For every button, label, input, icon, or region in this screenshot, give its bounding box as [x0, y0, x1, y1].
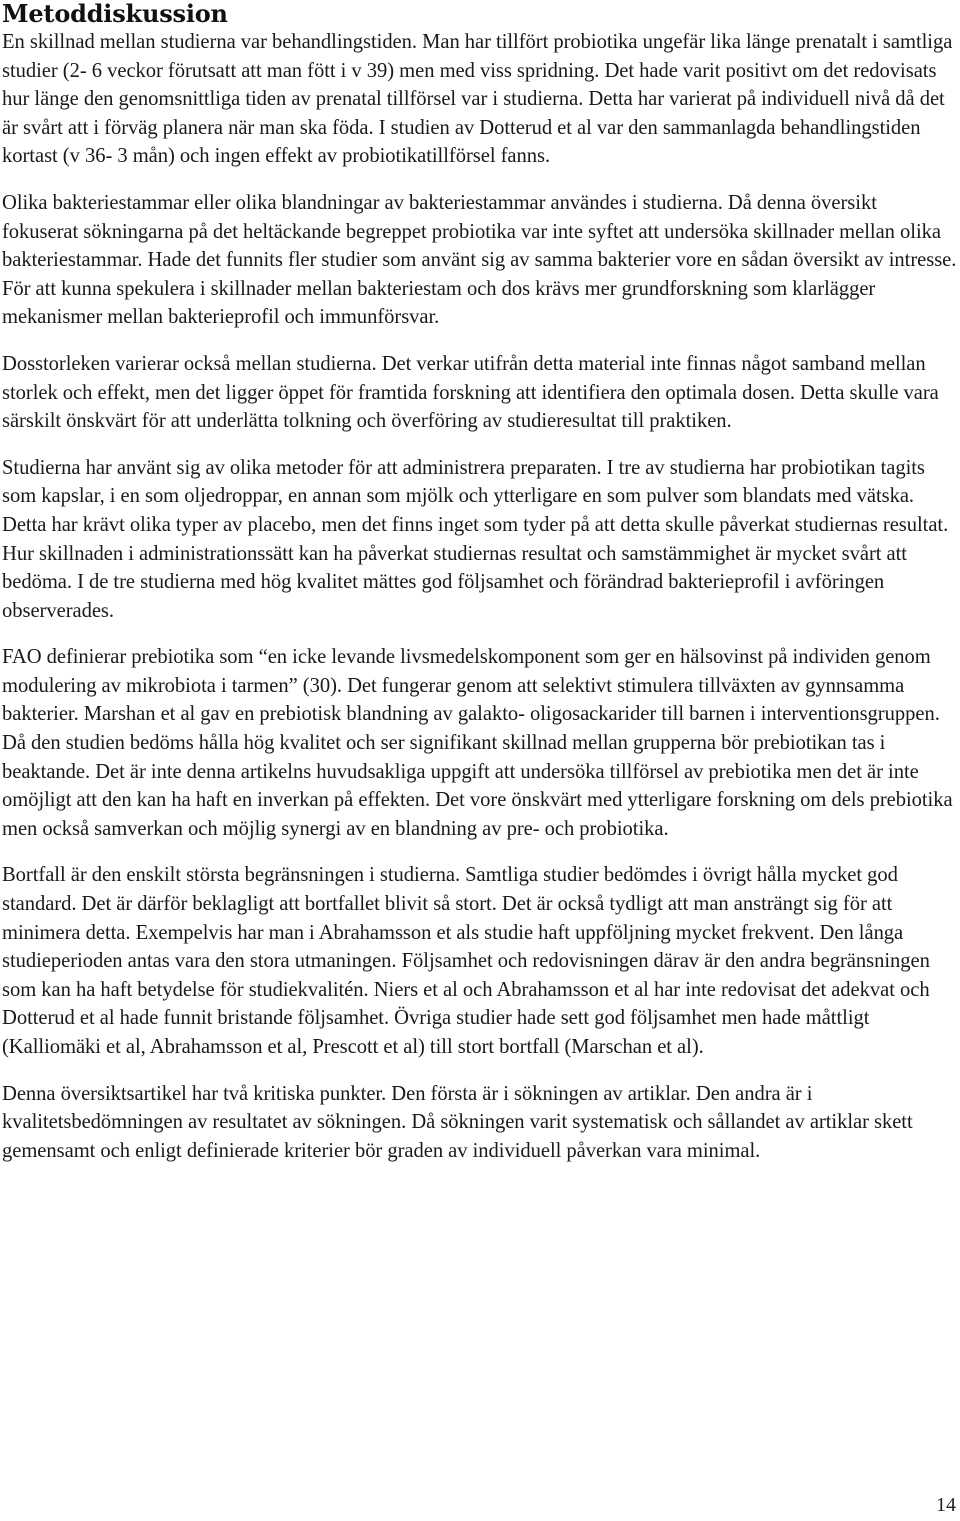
page-number: 14 — [936, 1494, 956, 1516]
paragraph-dose-size: Dosstorleken varierar också mellan studierna. Det verkar utifrån detta material inte finnas något samband mellan storlek och effekt, men det ligger öppet för framtida forskning att identifiera den optimala dosen. Detta skulle vara särskilt önskvärt för att underlätta tolkning och överföring av studieresultat till praktiken. — [2, 352, 939, 433]
paragraph-prebiotics: FAO definierar prebiotika som “en icke levande livsmedelskomponent som ger en hälsovinst på individen genom modulering av mikrobiota i tarmen” (30). Det fungerar genom att selektivt stimulera tillväxten av gynnsamma bakterier. Marshan et al gav en prebiotisk blandning av galakto- oligosackarider till barnen i interventionsgruppen. Då den studien bedöms hålla hög kvalitet och ser signifikant skillnad mellan grupperna bör prebiotikan tas i beaktande. Det är inte denna artikelns huvudsakliga uppgift att undersöka tillförsel av prebiotika men det är inte omöjligt att den kan ha haft en inverkan på effekten. Det vore önskvärt med ytterligare forskning om dels prebiotika men också samverkan och möjlig synergi av en blandning av pre- och probiotika. — [2, 646, 953, 840]
paragraph-bacterial-strains: Olika bakteriestammar eller olika blandningar av bakteriestammar användes i studierna. Då denna översikt fokuserat sökningarna på det heltäckande begreppet probiotika var inte syftet att undersöka skillnader mellan olika bakteriestammar. Hade det funnits fler studier som använt sig av samma bakterier vore en sådan översikt av intresse. För att kunna spekulera i skillnader mellan bakteriestam och dos krävs mer grundforskning som klarlägger mekanismer mellan bakterieprofil och immunförsvar. — [2, 191, 957, 329]
paragraph-dropout: Bortfall är den enskilt största begränsningen i studierna. Samtliga studier bedömdes i övrigt hålla mycket god standard. Det är därför beklagligt att bortfallet blivit så stort. Det är också tydligt att man ansträngt sig för att minimera detta. Exempelvis har man i Abrahamsson et als studie haft uppföljning mycket frekvent. Den långa studieperioden antas vara den stora utmaningen. Följsamhet och redovisningen därav är den andra begränsningen som kan ha haft betydelse för studiekvalitén. Niers et al och Abrahamsson et al har inte redovisat det adekvat och Dotterud et al hade funnit bristande följsamhet. Övriga studier hade sett god följsamhet men hade måttligt (Kalliomäki et al, Abrahamsson et al, Prescott et al) till stort bortfall (Marschan et al). — [2, 864, 930, 1058]
section-heading: Metoddiskussion — [2, 0, 228, 28]
paragraph-administration-methods: Studierna har använt sig av olika metoder för att administrera preparaten. I tre av studierna har probiotikan tagits som kapslar, i en som oljedroppar, en annan som mjölk och ytterligare en som pulver som blandats med vätska. Detta har krävt olika typer av placebo, men det finns inget som tyder på att detta skulle påverkat studiernas resultat. Hur skillnaden i administrationssätt kan ha påverkat studiernas resultat och samstämmighet är mycket svårt att bedöma. I de tre studierna med hög kvalitet mättes god följsamhet och förändrad bakterieprofil i avföringen observerades. — [2, 456, 949, 622]
paragraph-treatment-duration: En skillnad mellan studierna var behandlingstiden. Man har tillfört probiotika ungefär lika länge prenatalt i samtliga studier (2- 6 veckor förutsatt att man fött i v 39) men med viss spridning. Det hade varit positivt om det redovisats hur länge den genomsnittliga tiden av prenatal tillförsel var i studierna. Detta har varierat på individuell nivå då det är svårt att i förväg planera när man ska föda. I studien av Dotterud et al var den sammanlagda behandlingstiden kortast (v 36- 3 mån) och ingen effekt av probiotikatillförsel fanns. — [2, 31, 953, 168]
paragraph-critical-points: Denna översiktsartikel har två kritiska punkter. Den första är i sökningen av artiklar. Den andra är i kvalitetsbedömningen av resultatet av sökningen. Då sökningen varit systematisk och sållandet av artiklar skett gemensamt och enligt definierade kriterier bör graden av individuell påverkan vara minimal. — [2, 1082, 913, 1162]
